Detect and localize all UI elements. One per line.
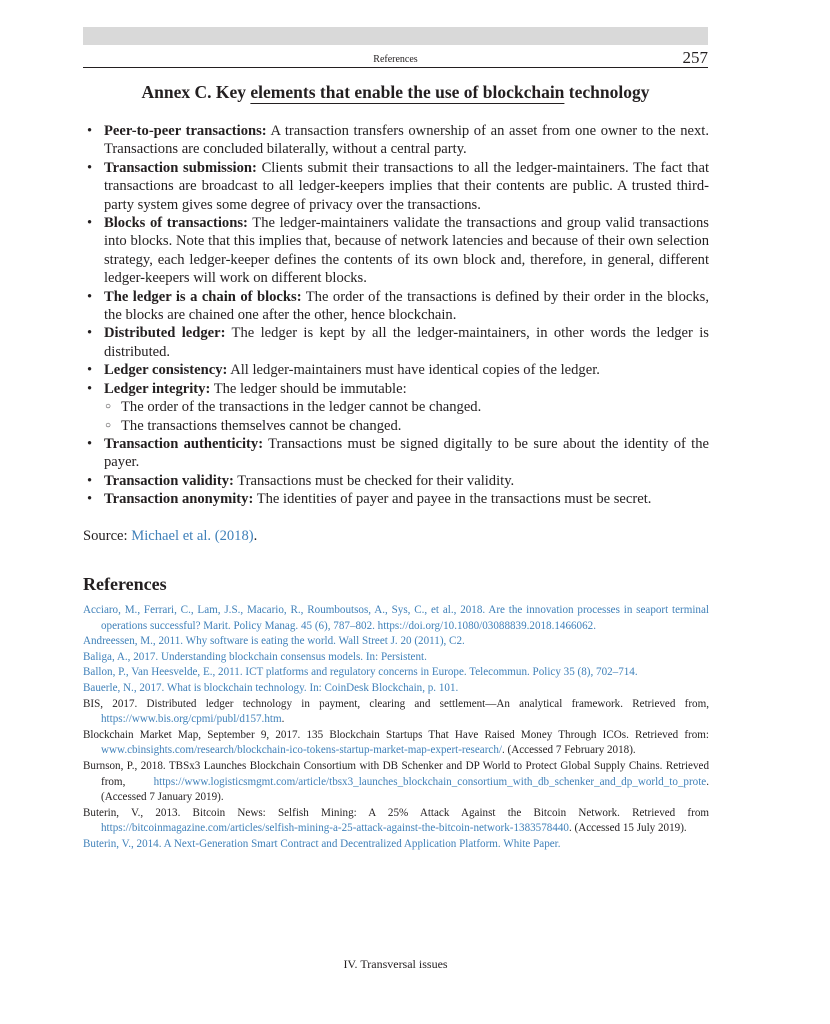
source-link[interactable]: Michael et al. (2018) [131, 528, 254, 544]
annex-title-pre: Annex C. Key [141, 82, 251, 102]
reference-url[interactable]: https://www.logisticsmgmt.com/article/tbsx3_launches_blockchain_consortium_with_db_schenker_and_dp_world_to_prote [153, 775, 707, 788]
bullet-item [83, 122, 709, 159]
annex-title-underlined: elements that enable the use of blockchain [250, 82, 565, 102]
bullet-text: Transactions must be checked for their validity. [233, 472, 515, 489]
bullet-text: The ledger is kept by all the ledger-maintainers, in other words the ledger is distributed. [104, 325, 709, 360]
bullet-term: Transaction anonymity: [104, 491, 254, 508]
bullet-text: A transaction transfers ownership of an asset from one owner to the next. Transactions are concluded bilaterally, without a central party. [104, 123, 709, 158]
references-list [83, 603, 709, 853]
bullet-item [83, 288, 709, 325]
bullet-item [83, 159, 709, 214]
source-line [83, 528, 257, 545]
reference-url[interactable]: https://bitcoinmagazine.com/articles/selfish-mining-a-25-attack-against-the-bitcoin-network-1383578440 [101, 822, 569, 835]
bullet-text: Transactions must be signed digitally to be sure about the identity of the payer. [104, 435, 709, 471]
header-bar [83, 27, 708, 45]
bullet-item [83, 380, 709, 398]
header-rule [83, 67, 708, 68]
reference-url[interactable]: https://www.bis.org/cpmi/publ/d157.htm [101, 713, 282, 726]
annex-title-post: technology [564, 82, 650, 102]
reference-link-item[interactable]: Andreessen, M., 2011. Why software is eating the world. Wall Street J. 20 (2011), C2. [83, 635, 465, 648]
reference-item [83, 697, 709, 728]
reference-link-item[interactable]: Buterin, V., 2014. A Next-Generation Smart Contract and Decentralized Application Platform. White Paper. [83, 837, 561, 850]
reference-text: BIS, 2017. Distributed ledger technology in payment, clearing and settlement—An analytical framework. Retrieved from, [83, 697, 709, 710]
bullet-term: Blocks of transactions: [104, 215, 248, 232]
bullet-term: Peer-to-peer transactions: [104, 123, 267, 139]
bullet-text: The ledger should be immutable: [210, 380, 407, 397]
bullet-term: Distributed ledger: [104, 325, 226, 342]
reference-after: . (Accessed 7 January 2019). [101, 775, 709, 804]
bullet-text: The order of the transactions is defined by their order in the blocks, the blocks are chained one after the other, hence blockchain. [104, 288, 709, 324]
sub-bullet-item: ○ The transactions themselves cannot be changed. [83, 417, 709, 435]
reference-url[interactable]: www.cbinsights.com/research/blockchain-ico-tokens-startup-market-map-expert-research/ [101, 744, 502, 757]
bullet-text: All ledger-maintainers must have identical copies of the ledger. [227, 362, 600, 379]
reference-link-item[interactable]: Baliga, A., 2017. Understanding blockchain consensus models. In: Persistent. [83, 650, 427, 663]
bullet-item [83, 490, 709, 508]
reference-text: Burnson, P., 2018. TBSx3 Launches Blockchain Consortium with DB Schenker and DP World to Protect Global Supply Chains. Retrieved from, [83, 759, 709, 788]
source-label: Source: [83, 528, 132, 544]
reference-item [83, 728, 709, 759]
bullet-text: The ledger-maintainers validate the transactions and group valid transactions into blocks. Note that this implies that, because of network latencies and because of their own selection strategy, each ledger-keeper defines the contents of its own block and, therefore, in general, different ledger-keepers will work on different blocks. [104, 215, 709, 287]
bullet-term: Transaction validity: [104, 472, 234, 489]
bullet-text: The identities of payer and payee in the transactions must be secret. [253, 491, 652, 508]
bullet-list [83, 122, 709, 509]
bullet-item [83, 214, 709, 288]
sub-bullet-item: ○ The order of the transactions in the ledger cannot be changed. [83, 398, 709, 416]
bullet-item [83, 435, 709, 472]
bullet-text: Clients submit their transactions to all the ledger-maintainers. The fact that transactions are broadcast to all ledger-keepers implies that their contents are public. A trusted third-party system gives some degree of privacy over the transactions. [104, 159, 710, 213]
reference-item [83, 806, 709, 837]
bullet-term: The ledger is a chain of blocks: [104, 288, 302, 305]
bullet-term: Transaction authenticity: [104, 435, 264, 452]
running-head: References [373, 54, 418, 65]
source-suffix: . [253, 528, 258, 544]
bullet-term: Ledger consistency: [104, 362, 228, 379]
bullet-item [83, 472, 709, 490]
reference-link-item[interactable]: Acciaro, M., Ferrari, C., Lam, J.S., Macario, R., Roumboutsos, A., Sys, C., et al., 2018. Are the innovation processes in seaport terminal operations successful? Marit. Policy Manag. 45 (6), 787–802. https://doi.org/10.1080/03088839.2018.1466062. [83, 604, 709, 632]
reference-after: . (Accessed 15 July 2019). [568, 822, 687, 835]
reference-item [83, 759, 709, 806]
reference-link-item[interactable]: Bauerle, N., 2017. What is blockchain technology. In: CoinDesk Blockchain, p. 101. [83, 681, 459, 694]
reference-after: . [281, 713, 285, 726]
footer-section-label: IV. Transversal issues [343, 957, 448, 971]
bullet-item [83, 324, 709, 361]
reference-after: . (Accessed 7 February 2018). [501, 744, 636, 757]
bullet-term: Ledger integrity: [104, 380, 211, 397]
reference-text: Buterin, V., 2013. Bitcoin News: Selfish Mining: A 25% Attack Against the Bitcoin Network. Retrieved from [83, 806, 709, 819]
reference-link-item[interactable]: Ballon, P., Van Heesvelde, E., 2011. ICT platforms and regulatory concerns in Europe. Telecommun. Policy 35 (8), 702–714. [83, 666, 638, 679]
bullet-item [83, 361, 709, 379]
annex-title [83, 82, 708, 103]
references-heading: References [83, 574, 167, 594]
reference-text: Blockchain Market Map, September 9, 2017. 135 Blockchain Startups That Have Raised Money Through ICOs. Retrieved from: [83, 728, 709, 741]
bullet-term: Transaction submission: [104, 159, 257, 176]
page-number: 257 [682, 48, 708, 67]
